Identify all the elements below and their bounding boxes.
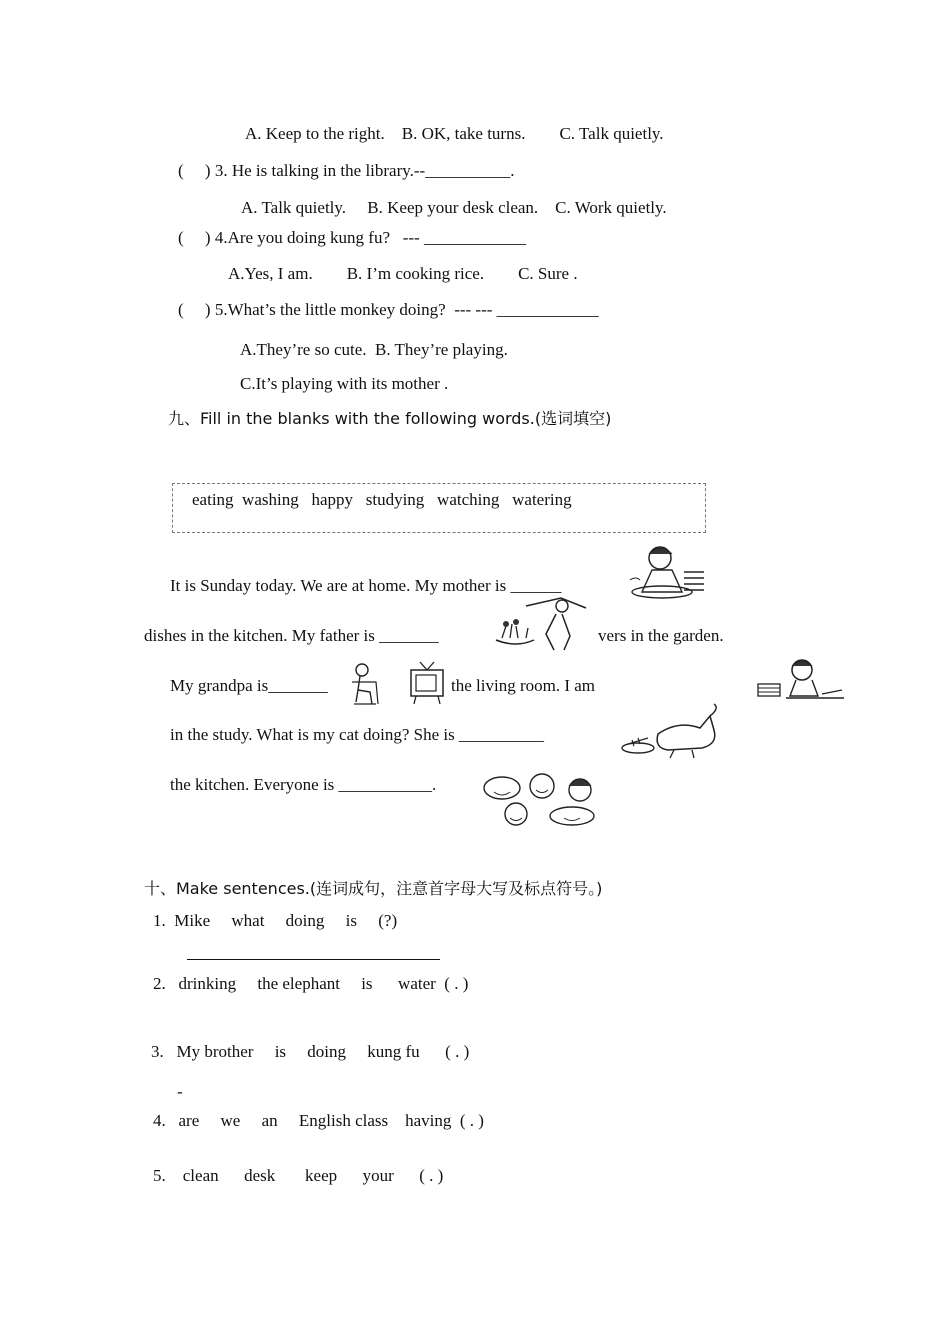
q5-stem: ( ) 5.What’s the little monkey doing? --- --- ____________: [178, 300, 599, 319]
section9-heading: 九、Fill in the blanks with the following words.(选词填空): [168, 409, 612, 428]
q4-stem: ( ) 4.Are you doing kung fu? --- ____________: [178, 228, 526, 247]
grandpa-sitting-illustration: [350, 662, 382, 706]
sentence-item-2: 2. drinking the elephant is water ( . ): [153, 974, 469, 993]
television-illustration: [408, 660, 446, 706]
passage-line-2a: dishes in the kitchen. My father is _______: [144, 626, 439, 645]
q3-stem: ( ) 3. He is talking in the library.--__________.: [178, 161, 515, 180]
studying-illustration: [756, 658, 846, 704]
cat-eating-illustration: [618, 704, 722, 762]
section10-heading: 十、Make sentences.(连词成句，注意首字母大写及标点符号。): [144, 879, 603, 898]
passage-line-3b: the living room. I am: [451, 676, 596, 695]
q5-option-c: C.It’s playing with its mother .: [240, 374, 449, 393]
q2-options: A. Keep to the right. B. OK, take turns. C. Talk quietly.: [245, 124, 664, 143]
watering-flowers-illustration: [486, 594, 598, 654]
sentence-item-4: 4. are we an English class having ( . ): [153, 1111, 484, 1130]
passage-line-5: the kitchen. Everyone is ___________.: [170, 775, 437, 794]
sentence-item-5: 5. clean desk keep your ( . ): [153, 1166, 444, 1185]
happy-family-illustration: [480, 770, 600, 830]
stray-mark: -: [177, 1082, 183, 1101]
sentence-item-3: 3. My brother is doing kung fu ( . ): [151, 1042, 470, 1061]
passage-line-3a: My grandpa is_______: [170, 676, 328, 695]
answer-line-1: [187, 959, 440, 960]
q4-options: A.Yes, I am. B. I’m cooking rice. C. Sure .: [228, 264, 578, 283]
q3-options: A. Talk quietly. B. Keep your desk clean. C. Work quietly.: [241, 198, 667, 217]
passage-line-1: It is Sunday today. We are at home. My mother is ______: [170, 576, 562, 595]
q5-option-a-b: A.They’re so cute. B. They’re playing.: [240, 340, 508, 359]
washing-dishes-illustration: [622, 542, 708, 604]
sentence-item-1: 1. Mike what doing is (?): [153, 911, 398, 930]
word-bank: eating washing happy studying watching watering: [192, 490, 572, 509]
passage-line-4: in the study. What is my cat doing? She is __________: [170, 725, 544, 744]
passage-line-2b: vers in the garden.: [598, 626, 724, 645]
